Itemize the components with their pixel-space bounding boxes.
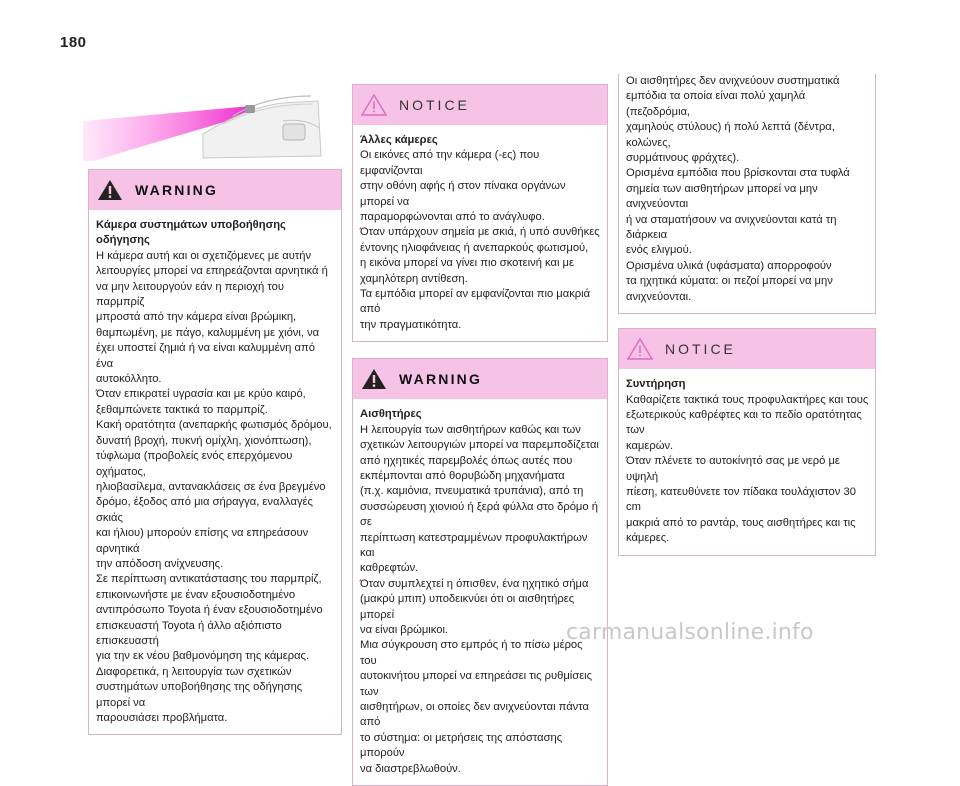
car-front-camera-illustration xyxy=(83,76,337,161)
warning-header xyxy=(353,359,607,399)
warning-subtitle: Αισθητήρες xyxy=(360,408,422,421)
warning-text: Η λειτουργία των αισθητήρων καθώς και των σχετικών λειτουργιών μπορεί να παρεμποδίζεται από ηχητικές παρεμβολές όπως αυτές που εκπέμπονται από θορυβώδη μηχανήματα (π.χ. καμιόνια, πνευματικά τρυπάνια), από τη συσσώρευση χιονιού ή ξερά φύλλα στο δρόμο ή σε περίπτωση κατεστραμμένων προφυλακτήρων και καθρεφτών. Όταν συμπλεχτεί η όπισθεν, ένα ηχητικό σήμα (μακρύ μπιπ) υποδεικνύει ότι οι αισθητήρες μπορεί να είναι βρώμικοι. Μια σύγκρουση στο εμπρός ή το πίσω μέρος του αυτοκινήτου μπορεί να επηρεάσει τις ρυθμίσεις των αισθητήρων, οι οποίες δεν ανιχνεύονται πάντα από το σύστημα: οι μετρήσεις της απόστασης μπορούν να διαστρεβλωθούν. xyxy=(360,423,599,775)
warning-subtitle: Κάμερα συστημάτων υποβοήθησης οδήγησης xyxy=(96,219,286,247)
notice-title: NOTICE xyxy=(665,341,736,358)
warning-triangle-icon xyxy=(361,367,387,391)
notice-header xyxy=(619,329,875,369)
column-2 xyxy=(352,84,608,786)
notice-header xyxy=(353,85,607,125)
warning-triangle-icon xyxy=(97,178,123,202)
notice-text: Καθαρίζετε τακτικά τους προφυλακτήρες και τους εξωτερικούς καθρέφτες και το πεδίο ορατότητας των καμερών. Όταν πλένετε το αυτοκίνητό σας με νερό με υψηλή πίεση, κατευθύνετε τον πίδακα τουλάχιστον 30 cm μακριά από το ραντάρ, τους αισθητήρες και τις κάμερες. xyxy=(626,393,869,545)
watermark: carmanualsonline.info xyxy=(566,620,814,645)
warning-title: WARNING xyxy=(399,371,483,388)
column-1 xyxy=(88,76,342,735)
page-number: 180 xyxy=(60,34,87,51)
notice-title: NOTICE xyxy=(399,97,470,113)
notice-triangle-icon xyxy=(361,93,387,117)
notice-subtitle: Συντήρηση xyxy=(626,378,686,391)
warning-box-sensors xyxy=(352,358,608,786)
warning-title: WARNING xyxy=(135,182,219,198)
sensor-continuation-box xyxy=(618,74,876,314)
warning-box-camera xyxy=(88,169,342,735)
warning-text: Η κάμερα αυτή και οι σχετιζόμενες με αυτήν λειτουργίες μπορεί να επηρεάζονται αρνητικά ή να μην λειτουργούν εάν η περιοχή του παρμπρίζ μπροστά από την κάμερα είναι βρώμικη, θαμπωμένη, με πάγο, καλυμμένη με χιόνι, να έχει υποστεί ζημιά ή να είναι καλυμμένη από ένα αυτοκόλλητο. Όταν επικρατεί υγρασία και με κρύο καιρό, ξεθαμπώνετε τακτικά το παρμπρίζ. Κακή ορατότητα (ανεπαρκής φωτισμός δρόμου, δυνατή βροχή, πυκνή ομίχλη, χιονόπτωση), τύφλωμα (προβολείς ενός επερχόμενου οχήματος, ηλιοβασίλεμα, αντανακλάσεις σε ένα βρεγμένο δρόμο, έξοδος από μια σήραγγα, εναλλαγές σκιάς και ήλιου) μπορούν επίσης να επηρεάσουν αρνητικά την απόδοση ανίχνευσης. Σε περίπτωση αντικατάστασης του παρμπρίζ, επικοινωνήστε με έναν εξουσιοδοτημένο αντιπρόσωπο Toyota ή έναν εξουσιοδοτημένο επισκευαστή Toyota ή άλλο αξιόπιστο επισκευαστή για την εκ νέου βαθμονόμηση της κάμερας. Διαφορετικά, η λειτουργία των σχετικών συστημάτων υποβοήθησης της οδήγησης μπορεί να παρουσιάσει προβλήματα. xyxy=(96,249,332,724)
column-3 xyxy=(618,74,876,556)
warning-header xyxy=(89,170,341,210)
notice-box-other-cameras xyxy=(352,84,608,342)
notice-box-maintenance xyxy=(618,328,876,555)
notice-subtitle: Άλλες κάμερες xyxy=(360,134,438,146)
notice-text: Οι εικόνες από την κάμερα (-ες) που εμφανίζονται στην οθόνη αφής ή στον πίνακα οργάνων μπορεί να παραμορφώνονται από το ανάγλυφο. Όταν υπάρχουν σημεία με σκιά, ή υπό συνθήκες έντονης ηλιοφάνειας ή ανεπαρκούς φωτισμού, η εικόνα μπορεί να γίνει πιο σκοτεινή και με χαμηλότερη αντίθεση. Τα εμπόδια μπορεί αν εμφανίζονται πιο μακριά από την πραγματικότητα. xyxy=(360,149,600,331)
notice-triangle-icon xyxy=(627,337,653,361)
sensor-continuation-text: Οι αισθητήρες δεν ανιχνεύουν συστηματικά εμπόδια τα οποία είναι πολύ χαμηλά (πεζοδρόμια, χαμηλούς στύλους) ή πολύ λεπτά (δέντρα, κολώνες, συρμάτινους φράχτες). Ορισμένα εμπόδια που βρίσκονται στα τυφλά σημεία των αισθητήρων μπορεί να μην ανιχνεύονται ή να σταματήσουν να ανιχνεύονται κατά τη διάρκεια ενός ελιγμού. Ορισμένα υλικά (υφάσματα) απορροφούν τα ηχητικά κύματα: οι πεζοί μπορεί να μην ανιχνεύονται. xyxy=(626,75,850,303)
